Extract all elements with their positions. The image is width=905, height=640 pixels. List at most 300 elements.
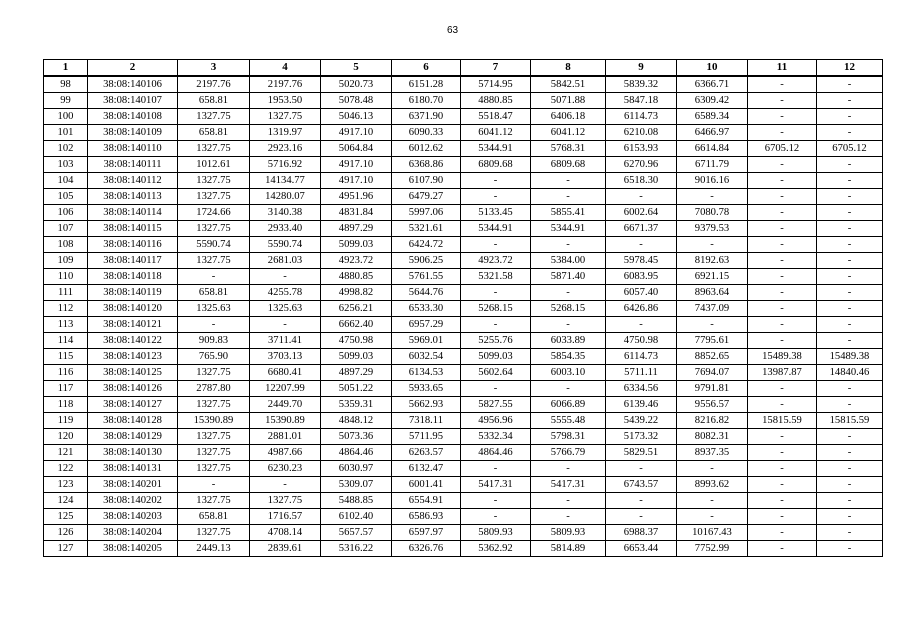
table-cell: 7795.61: [677, 333, 748, 349]
table-cell: 6711.79: [677, 157, 748, 173]
table-row: [44, 125, 883, 141]
table-cell: -: [606, 189, 677, 205]
table-cell: -: [748, 493, 817, 509]
table-cell: -: [606, 493, 677, 509]
table-cell: 658.81: [178, 285, 250, 301]
table-cell: 6114.73: [606, 349, 677, 365]
table-cell: 8852.65: [677, 349, 748, 365]
table-cell: 5657.57: [321, 525, 392, 541]
column-header: 11: [748, 60, 817, 77]
table-cell: 1327.75: [178, 141, 250, 157]
table-row: [44, 301, 883, 317]
table-cell: -: [748, 317, 817, 333]
table-row: [44, 237, 883, 253]
column-header: 4: [250, 60, 321, 77]
table-cell: 5768.31: [531, 141, 606, 157]
table-cell: -: [817, 397, 883, 413]
table-cell: 15815.59: [817, 413, 883, 429]
table-row: [44, 493, 883, 509]
table-cell: 6057.40: [606, 285, 677, 301]
table-cell: 1953.50: [250, 93, 321, 109]
table-cell: 5766.79: [531, 445, 606, 461]
table-cell: -: [677, 461, 748, 477]
column-header: 8: [531, 60, 606, 77]
table-cell: 102: [44, 141, 88, 157]
table-cell: 5316.22: [321, 541, 392, 557]
table-cell: -: [461, 509, 531, 525]
table-cell: 5906.25: [392, 253, 461, 269]
table-row: [44, 109, 883, 125]
table-cell: 6554.91: [392, 493, 461, 509]
table-cell: -: [817, 157, 883, 173]
table-cell: 658.81: [178, 509, 250, 525]
table-cell: 38:08:140107: [88, 93, 178, 109]
table-cell: 5046.13: [321, 109, 392, 125]
table-cell: 6809.68: [531, 157, 606, 173]
table-cell: -: [531, 189, 606, 205]
table-cell: 5133.45: [461, 205, 531, 221]
table-cell: 9556.57: [677, 397, 748, 413]
table-cell: 4987.66: [250, 445, 321, 461]
table-cell: 3140.38: [250, 205, 321, 221]
table-cell: 5933.65: [392, 381, 461, 397]
table-cell: 8192.63: [677, 253, 748, 269]
table-cell: -: [817, 237, 883, 253]
table-cell: 6033.89: [531, 333, 606, 349]
table-cell: 5417.31: [461, 477, 531, 493]
table-cell: 38:08:140201: [88, 477, 178, 493]
table-cell: -: [817, 333, 883, 349]
table-cell: 2933.40: [250, 221, 321, 237]
table-cell: 119: [44, 413, 88, 429]
table-cell: 6957.29: [392, 317, 461, 333]
table-cell: 5761.55: [392, 269, 461, 285]
table-cell: 6114.73: [606, 109, 677, 125]
table-cell: 38:08:140120: [88, 301, 178, 317]
table-cell: 1325.63: [178, 301, 250, 317]
table-cell: 111: [44, 285, 88, 301]
table-cell: -: [748, 429, 817, 445]
table-cell: 1327.75: [178, 445, 250, 461]
table-cell: 6270.96: [606, 157, 677, 173]
table-cell: 6003.10: [531, 365, 606, 381]
table-row: [44, 365, 883, 381]
table-cell: 6466.97: [677, 125, 748, 141]
table-cell: 5332.34: [461, 429, 531, 445]
table-cell: 7437.09: [677, 301, 748, 317]
table-cell: 6032.54: [392, 349, 461, 365]
table-cell: -: [531, 381, 606, 397]
table-cell: 1327.75: [178, 429, 250, 445]
table-cell: 112: [44, 301, 88, 317]
table-cell: 5711.95: [392, 429, 461, 445]
column-header: 7: [461, 60, 531, 77]
table-cell: 658.81: [178, 125, 250, 141]
table-cell: -: [817, 109, 883, 125]
table-cell: 6614.84: [677, 141, 748, 157]
table-cell: 6424.72: [392, 237, 461, 253]
table-cell: 1327.75: [178, 397, 250, 413]
table-cell: -: [817, 205, 883, 221]
table-cell: 38:08:140125: [88, 365, 178, 381]
table-cell: 6680.41: [250, 365, 321, 381]
table-cell: 5714.95: [461, 76, 531, 93]
table-row: [44, 189, 883, 205]
table-cell: 38:08:140106: [88, 76, 178, 93]
table-cell: 4956.96: [461, 413, 531, 429]
table-cell: 5798.31: [531, 429, 606, 445]
table-cell: 5518.47: [461, 109, 531, 125]
table-cell: 6921.15: [677, 269, 748, 285]
table-row: [44, 221, 883, 237]
table-cell: 6518.30: [606, 173, 677, 189]
table-cell: 6030.97: [321, 461, 392, 477]
table-cell: 126: [44, 525, 88, 541]
table-cell: 6041.12: [461, 125, 531, 141]
table-cell: 1327.75: [178, 525, 250, 541]
table-cell: -: [817, 477, 883, 493]
table-cell: 6090.33: [392, 125, 461, 141]
table-cell: -: [531, 493, 606, 509]
table-cell: 765.90: [178, 349, 250, 365]
table-cell: -: [817, 253, 883, 269]
table-cell: 6597.97: [392, 525, 461, 541]
table-cell: 909.83: [178, 333, 250, 349]
table-cell: 6479.27: [392, 189, 461, 205]
table-cell: 2681.03: [250, 253, 321, 269]
table-cell: 6371.90: [392, 109, 461, 125]
table-cell: 38:08:140130: [88, 445, 178, 461]
table-cell: 5344.91: [461, 221, 531, 237]
table-cell: 4750.98: [321, 333, 392, 349]
table-cell: 5809.93: [531, 525, 606, 541]
table-cell: -: [748, 125, 817, 141]
table-cell: 38:08:140109: [88, 125, 178, 141]
table-row: [44, 173, 883, 189]
table-cell: 5362.92: [461, 541, 531, 557]
table-cell: 9791.81: [677, 381, 748, 397]
column-header: 1: [44, 60, 88, 77]
table-cell: 5417.31: [531, 477, 606, 493]
table-cell: 6102.40: [321, 509, 392, 525]
table-cell: 38:08:140203: [88, 509, 178, 525]
table-cell: 6132.47: [392, 461, 461, 477]
table-cell: -: [677, 189, 748, 205]
table-row: [44, 253, 883, 269]
table-cell: 5309.07: [321, 477, 392, 493]
table-cell: -: [531, 461, 606, 477]
table-cell: -: [817, 76, 883, 93]
table-cell: -: [531, 285, 606, 301]
table-cell: -: [748, 477, 817, 493]
table-cell: 6002.64: [606, 205, 677, 221]
table-cell: 5268.15: [461, 301, 531, 317]
table-cell: 5829.51: [606, 445, 677, 461]
table-cell: -: [748, 205, 817, 221]
table-cell: 6705.12: [748, 141, 817, 157]
table-cell: -: [817, 381, 883, 397]
header-row: [44, 60, 883, 77]
table-cell: 4864.46: [461, 445, 531, 461]
table-cell: 2197.76: [250, 76, 321, 93]
column-header: 10: [677, 60, 748, 77]
table-cell: 4880.85: [321, 269, 392, 285]
table-cell: 4923.72: [321, 253, 392, 269]
table-cell: 4917.10: [321, 157, 392, 173]
table-cell: -: [250, 477, 321, 493]
table-cell: 5827.55: [461, 397, 531, 413]
table-cell: 6263.57: [392, 445, 461, 461]
table-cell: 38:08:140110: [88, 141, 178, 157]
table-cell: 1327.75: [178, 461, 250, 477]
table-cell: 6210.08: [606, 125, 677, 141]
table-cell: -: [461, 493, 531, 509]
table-cell: 4864.46: [321, 445, 392, 461]
table-row: [44, 445, 883, 461]
table-cell: 4848.12: [321, 413, 392, 429]
table-row: [44, 349, 883, 365]
table-cell: -: [817, 429, 883, 445]
table-cell: 6662.40: [321, 317, 392, 333]
table-cell: 2839.61: [250, 541, 321, 557]
table-cell: 5809.93: [461, 525, 531, 541]
column-header: 5: [321, 60, 392, 77]
table-cell: -: [461, 381, 531, 397]
table-cell: -: [817, 445, 883, 461]
table-cell: -: [817, 269, 883, 285]
table-cell: 120: [44, 429, 88, 445]
table-cell: 6368.86: [392, 157, 461, 173]
table-cell: 3703.13: [250, 349, 321, 365]
table-cell: 2787.80: [178, 381, 250, 397]
table-cell: 1327.75: [178, 189, 250, 205]
table-cell: 1724.66: [178, 205, 250, 221]
table-cell: 658.81: [178, 93, 250, 109]
table-cell: -: [748, 221, 817, 237]
table-cell: 5439.22: [606, 413, 677, 429]
table-cell: 38:08:140117: [88, 253, 178, 269]
table-cell: -: [817, 301, 883, 317]
table-cell: 38:08:140205: [88, 541, 178, 557]
table-row: [44, 413, 883, 429]
table-cell: 12207.99: [250, 381, 321, 397]
table-cell: 9379.53: [677, 221, 748, 237]
table-cell: -: [461, 461, 531, 477]
table-cell: 6326.76: [392, 541, 461, 557]
table-cell: 6041.12: [531, 125, 606, 141]
table-cell: -: [461, 173, 531, 189]
table-cell: 5359.31: [321, 397, 392, 413]
table-cell: -: [748, 301, 817, 317]
table-cell: 5488.85: [321, 493, 392, 509]
table-cell: 5051.22: [321, 381, 392, 397]
table-cell: -: [748, 333, 817, 349]
table-cell: 6589.34: [677, 109, 748, 125]
table-row: [44, 285, 883, 301]
table-cell: 5842.51: [531, 76, 606, 93]
table-cell: 38:08:140123: [88, 349, 178, 365]
table-cell: -: [748, 157, 817, 173]
table-cell: 6001.41: [392, 477, 461, 493]
table-cell: 38:08:140202: [88, 493, 178, 509]
table-cell: 4880.85: [461, 93, 531, 109]
table-cell: 38:08:140113: [88, 189, 178, 205]
table-cell: 6705.12: [817, 141, 883, 157]
table-cell: -: [817, 125, 883, 141]
table-cell: 106: [44, 205, 88, 221]
table-cell: 15815.59: [748, 413, 817, 429]
table-cell: 122: [44, 461, 88, 477]
table-cell: 1327.75: [178, 493, 250, 509]
page-number: 63: [446, 25, 459, 36]
table-cell: 7080.78: [677, 205, 748, 221]
table-cell: 1319.97: [250, 125, 321, 141]
table-cell: 6653.44: [606, 541, 677, 557]
table-cell: -: [817, 317, 883, 333]
table-cell: 6230.23: [250, 461, 321, 477]
table-cell: 2197.76: [178, 76, 250, 93]
table-cell: -: [817, 221, 883, 237]
table-cell: 6334.56: [606, 381, 677, 397]
table-cell: 5854.35: [531, 349, 606, 365]
table-cell: 5997.06: [392, 205, 461, 221]
table-row: [44, 429, 883, 445]
table-cell: 14280.07: [250, 189, 321, 205]
table-cell: 38:08:140119: [88, 285, 178, 301]
table-header: [44, 60, 883, 77]
table-cell: 38:08:140108: [88, 109, 178, 125]
column-header: 2: [88, 60, 178, 77]
table-cell: -: [748, 445, 817, 461]
table-cell: -: [748, 285, 817, 301]
table-cell: 99: [44, 93, 88, 109]
table-row: [44, 541, 883, 557]
table-cell: -: [461, 189, 531, 205]
table-cell: 6406.18: [531, 109, 606, 125]
table-cell: 6180.70: [392, 93, 461, 109]
table-cell: 6586.93: [392, 509, 461, 525]
table-cell: -: [606, 237, 677, 253]
table-cell: 4897.29: [321, 221, 392, 237]
table-cell: 1325.63: [250, 301, 321, 317]
table-cell: 9016.16: [677, 173, 748, 189]
table-cell: 107: [44, 221, 88, 237]
table-cell: -: [677, 237, 748, 253]
table-cell: -: [817, 173, 883, 189]
table-cell: 116: [44, 365, 88, 381]
table-cell: -: [748, 509, 817, 525]
table-cell: 6066.89: [531, 397, 606, 413]
table-cell: 110: [44, 269, 88, 285]
table-cell: -: [531, 173, 606, 189]
table-cell: 4708.14: [250, 525, 321, 541]
table-cell: 121: [44, 445, 88, 461]
table-cell: 14134.77: [250, 173, 321, 189]
table-cell: 38:08:140115: [88, 221, 178, 237]
table-cell: 5814.89: [531, 541, 606, 557]
table-cell: 4923.72: [461, 253, 531, 269]
table-cell: -: [461, 317, 531, 333]
table-cell: 5073.36: [321, 429, 392, 445]
table-cell: 5173.32: [606, 429, 677, 445]
table-cell: 114: [44, 333, 88, 349]
table-cell: 4255.78: [250, 285, 321, 301]
table-cell: -: [748, 269, 817, 285]
table-cell: 6809.68: [461, 157, 531, 173]
table-cell: -: [606, 509, 677, 525]
table-cell: 15390.89: [250, 413, 321, 429]
table-cell: 5071.88: [531, 93, 606, 109]
table-cell: 4998.82: [321, 285, 392, 301]
table-cell: -: [677, 317, 748, 333]
table-cell: 5064.84: [321, 141, 392, 157]
table-cell: 5871.40: [531, 269, 606, 285]
table-cell: 6151.28: [392, 76, 461, 93]
table-cell: 124: [44, 493, 88, 509]
table-cell: 2449.70: [250, 397, 321, 413]
table-cell: -: [748, 189, 817, 205]
table-cell: 1327.75: [178, 253, 250, 269]
table-cell: -: [178, 477, 250, 493]
table-row: [44, 141, 883, 157]
table-cell: 113: [44, 317, 88, 333]
table-cell: 8082.31: [677, 429, 748, 445]
table-cell: 5839.32: [606, 76, 677, 93]
table-cell: 125: [44, 509, 88, 525]
table-cell: 108: [44, 237, 88, 253]
table-cell: 5978.45: [606, 253, 677, 269]
table-cell: 5644.76: [392, 285, 461, 301]
table-cell: 6256.21: [321, 301, 392, 317]
table-cell: 5344.91: [461, 141, 531, 157]
table-cell: -: [817, 509, 883, 525]
table-cell: -: [461, 285, 531, 301]
table-row: [44, 317, 883, 333]
table-cell: 6153.93: [606, 141, 677, 157]
table-cell: -: [606, 461, 677, 477]
table-cell: 7694.07: [677, 365, 748, 381]
table-body: [44, 76, 883, 557]
table-cell: 38:08:140128: [88, 413, 178, 429]
table-cell: -: [748, 253, 817, 269]
table-cell: 6533.30: [392, 301, 461, 317]
table-cell: 5847.18: [606, 93, 677, 109]
column-header: 9: [606, 60, 677, 77]
table-cell: 15390.89: [178, 413, 250, 429]
table-cell: 6366.71: [677, 76, 748, 93]
table-cell: 6671.37: [606, 221, 677, 237]
table-cell: 38:08:140111: [88, 157, 178, 173]
table-cell: -: [748, 381, 817, 397]
table-cell: 6083.95: [606, 269, 677, 285]
table-cell: 7752.99: [677, 541, 748, 557]
table-cell: 5384.00: [531, 253, 606, 269]
table-row: [44, 93, 883, 109]
table-cell: 6309.42: [677, 93, 748, 109]
table-cell: 6426.86: [606, 301, 677, 317]
table-cell: 5555.48: [531, 413, 606, 429]
table-cell: -: [748, 237, 817, 253]
table-cell: 109: [44, 253, 88, 269]
table-cell: 10167.43: [677, 525, 748, 541]
table-cell: 8937.35: [677, 445, 748, 461]
table-cell: 2449.13: [178, 541, 250, 557]
table-cell: 6139.46: [606, 397, 677, 413]
table-cell: 38:08:140129: [88, 429, 178, 445]
table-row: [44, 333, 883, 349]
table-cell: 38:08:140112: [88, 173, 178, 189]
table-row: [44, 205, 883, 221]
